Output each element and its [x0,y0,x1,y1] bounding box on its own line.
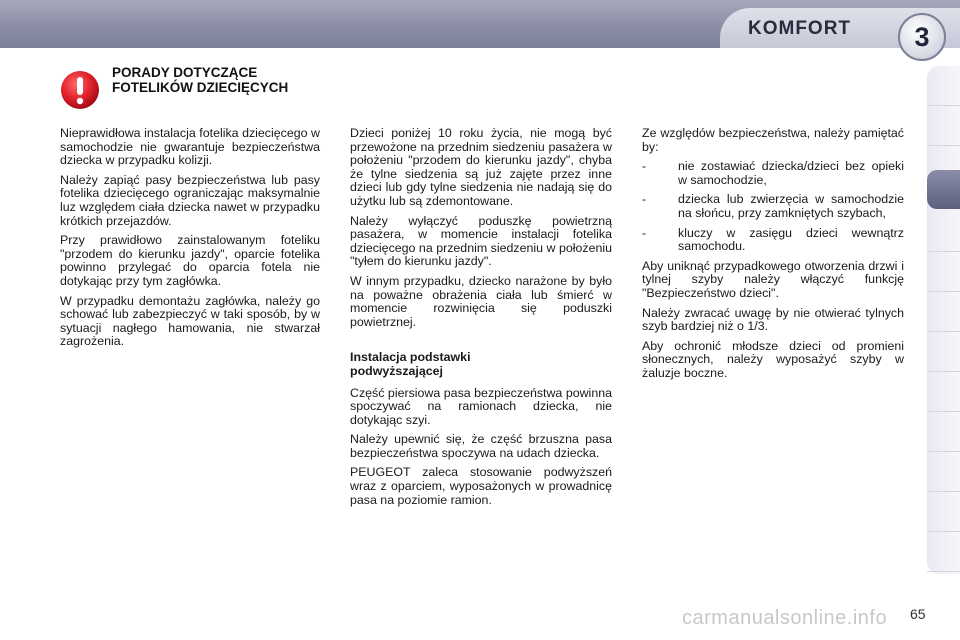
subheading-line1: Instalacja podstawki [350,350,471,365]
warning-title-line2: FOTELIKÓW DZIECIĘCYCH [112,80,289,95]
list-item-text: nie zostawiać dziecka/dzieci bez opieki w samochodzie, [678,159,904,187]
paragraph: Należy zwracać uwagę by nie otwierać tylnych szyb bardziej niż o 1/3. [642,305,904,334]
chapter-tab-3-active[interactable] [927,170,960,209]
paragraph: Nieprawidłowa instalacja fotelika dziecięcego w samochodzie nie gwarantuje bezpieczeństwa dziecka w przypadku kolizji. [60,126,320,168]
chapter-tab-10[interactable] [927,452,960,492]
list-item [642,193,904,220]
chapter-tab-6[interactable] [927,292,960,332]
chapter-tab-8[interactable] [927,372,960,412]
paragraph: Przy prawidłowo zainstalowanym foteliku "przodem do kierunku jazdy", oparcie fotelika powinno przylegać do oparcia fotela nie dotykając przy tym zagłówka. [60,233,320,288]
list-item-text: kluczy w zasięgu dzieci wewnątrz samochodu. [678,225,904,254]
chapter-number-badge: 3 [898,13,946,61]
bullet-marker: - [642,159,647,174]
paragraph: Aby ochronić młodsze dzieci od promieni słonecznych, należy wyposażyć szyby w żaluzje boczne. [642,338,904,380]
paragraph: Należy wyłączyć poduszkę powietrzną pasażera, w momencie instalacji fotelika dziecięcego na przednim siedzeniu w położeniu "tyłem do kierunku jazdy". [350,213,612,269]
chapter-tab-12[interactable] [927,532,960,572]
column-2 [350,127,612,513]
list-item-text: dziecka lub zwierzęcia w samochodzie na słońcu, przy zamkniętych szybach, [678,192,904,220]
warning-title [112,65,288,95]
list-item [642,160,904,187]
paragraph: Dzieci poniżej 10 roku życia, nie mogą być przewożone na przednim siedzeniu pasażera w położeniu "przodem do kierunku jazdy", chyba że tylne siedzenia są już zajęte przez inne dzieci lub gdy tylne siedzenia nie nadają się do użytku lub są zdemontowane. [350,126,612,208]
list-item [642,227,904,254]
chapter-tab-9[interactable] [927,412,960,452]
bullet-marker: - [642,192,647,207]
paragraph: PEUGEOT zaleca stosowanie podwyższeń wraz z oparciem, wyposażonych w prowadnicę pasa na poziomie ramion. [350,465,612,507]
paragraph: Aby uniknąć przypadkowego otworzenia drzwi i tylnej szyby należy włączyć funkcję "Bezpieczeństwo dzieci". [642,258,904,300]
section-subheading [350,351,612,378]
chapter-tab-5[interactable] [927,252,960,292]
chapter-tab-7[interactable] [927,332,960,372]
exclamation-icon [60,70,100,110]
chapter-tab-4[interactable] [927,212,960,252]
paragraph: W przypadku demontażu zagłówka, należy go schować lub zabezpieczyć w taki sposób, by w sytuacji nagłego hamowania, nie stwarzał zagrożenia. [60,293,320,349]
chapter-tab-1[interactable] [927,66,960,106]
warning-title-line1: PORADY DOTYCZĄCE [112,65,258,80]
column-1 [60,127,320,355]
subheading-line2: podwyższającej [350,363,443,378]
paragraph: Część piersiowa pasa bezpieczeństwa powinna spoczywać na ramionach dziecka, nie dotykając szyi. [350,385,612,427]
column-3 [642,127,904,387]
chapter-tab-2[interactable] [927,106,960,146]
paragraph: Należy upewnić się, że część brzuszna pasa bezpieczeństwa spoczywa na udach dziecka. [350,432,612,460]
page-number: 65 [910,606,926,622]
bullet-marker: - [642,225,647,240]
paragraph: Należy zapiąć pasy bezpieczeństwa lub pasy fotelika dziecięcego ograniczając maksymalnie luz względem ciała dziecka nawet w przypadku krótkich przejazdów. [60,172,320,228]
watermark: carmanualsonline.info [682,607,888,629]
paragraph: W innym przypadku, dziecko narażone by było na poważne obrażenia ciała lub śmierć w momencie rozwinięcia się poduszki powietrznej. [350,273,612,329]
paragraph: Ze względów bezpieczeństwa, należy pamiętać by: [642,126,904,154]
chapter-tab-11[interactable] [927,492,960,532]
chapter-title: KOMFORT [748,18,852,39]
chapter-side-tabs [927,66,960,574]
